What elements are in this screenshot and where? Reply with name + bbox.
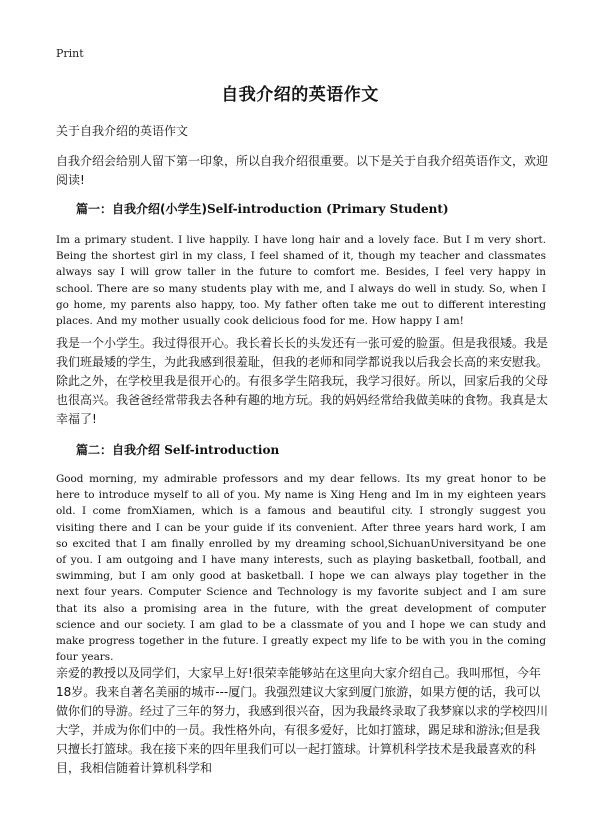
section2-heading-en: Self-introduction	[164, 443, 280, 457]
intro-paragraph: 自我介绍会给别人留下第一印象，所以自我介绍很重要。以下是关于自我介绍英语作文，欢迎阅读!	[56, 154, 549, 187]
page-subtitle: 关于自我介绍的英语作文	[56, 124, 189, 138]
section2-chinese-paragraph: 亲爱的教授以及同学们，大家早上好!很荣幸能够站在这里向大家介绍自己。我叫邢恒，今年18岁。我来自著名美丽的城市---厦门。我强烈建议大家到厦门旅游，如果方便的话，我可以做你们的导游。经过了三年的努力，我感到很兴奋，因为我最终录取了我梦寐以求的学校四川大学，并成为你们中的一员。我性格外向，有很多爱好，比如打篮球，踢足球和游泳;但是我只擅长打篮球。我在接下来的四年里我们可以一起打篮球。计算机科学技术是我最喜欢的科目，我相信随着计算机科学和	[56, 666, 549, 775]
section1-heading-zh: 篇一：自我介绍(小学生)	[76, 202, 207, 216]
section1-heading	[76, 200, 449, 217]
section2-heading-zh: 篇二：自我介绍	[76, 443, 161, 457]
section1-heading-en: Self-introduction (Primary Student)	[206, 202, 449, 216]
section2-english-paragraph: Good morning, my admirable professors and my dear fellows. Its my great honor to be here to introduce myself to all of you. My name is Xing Heng and Im in my eighteen years old. I come fromXiamen, which is a famous and beautiful city. I strongly suggest you visiting there and I can be your guide if its convenient. After three years hard work, I am so excited that I am finally enrolled by my dreaming school,SichuanUniversityand be one of you. I am outgoing and I have many interests, such as playing basketball, football, and swimming, but I am only good at basketball. I hope we can always play together in the next four years. Computer Science and Technology is my favorite subject and I am sure that its also a promising area in the future, with the great development of computer science and our society. I am glad to be a classmate of you and I hope we can study and make progress together in the future. I greatly expect my life to be with you in the coming four years.	[56, 473, 546, 664]
section1-english-paragraph: Im a primary student. I live happily. I have long hair and a lovely face. But I m very short. Being the shortest girl in my class, I feel shamed of it, though my teacher and classmates always say I will grow taller in the future to comfort me. Besides, I feel very happy in school. There are so many students play with me, and I always do well in study. So, when I go home, my parents also happy, too. My father often take me out to different interesting places. And my mother usually cook delicious food for me. How happy I am!	[56, 234, 546, 328]
section1-chinese-paragraph: 我是一个小学生。我过得很开心。我长着长长的头发还有一张可爱的脸蛋。但是我很矮。我是我们班最矮的学生，为此我感到很羞耻，但我的老师和同学都说我以后我会长高的来安慰我。除此之外，在学校里我是很开心的。有很多学生陪我玩，我学习很好。所以，回家后我的父母也很高兴。我爸爸经常带我去各种有趣的地方玩。我的妈妈经常给我做美味的食物。我真是太幸福了!	[56, 336, 549, 426]
page-title: 自我介绍的英语作文	[221, 85, 379, 105]
print-link[interactable]: Print	[56, 47, 84, 60]
section2-heading	[76, 441, 279, 458]
